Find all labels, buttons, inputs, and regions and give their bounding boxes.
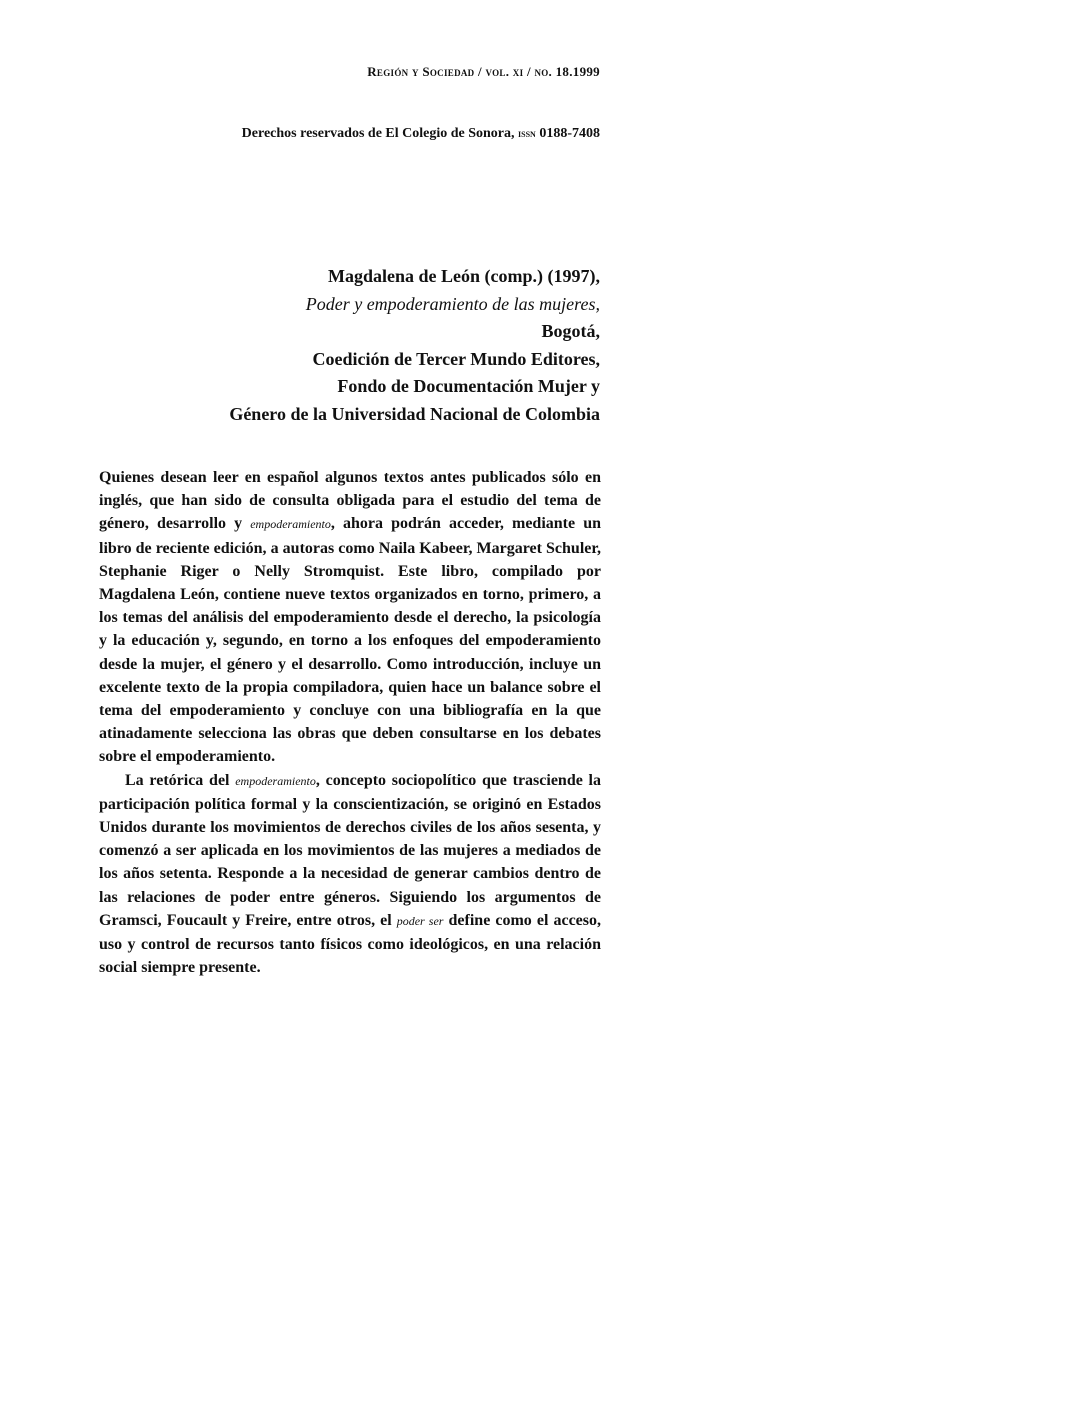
paragraph-1-text-b: , ahora podrán acceder, mediante un libro de reciente edición, a autoras como Naila Kabeer, Margaret Schuler, Stephanie Riger o Nelly Stromquist. Este libro, compilado por Magdalena León, contiene nueve textos organizados en torno, primero, a los temas del análisis del empoderamiento desde el derecho, la psicología y la educación y, segundo, en torno a los enfoques del empoderamiento desde la mujer, el género y el desarrollo. Como introducción, incluye un excelente texto de la propia compiladora, quien hace un balance sobre el tema del empoderamiento y concluye con una bibliografía en la que atinadamente selecciona las obras que deben consultarse en los debates sobre el empoderamiento. xyxy=(99,515,601,766)
paragraph-1-emphasis: empoderamiento xyxy=(250,517,331,532)
citation-author: Magdalena de León (comp.) (1997), xyxy=(328,266,600,286)
review-body xyxy=(99,466,601,979)
issue-number: no. 18.1999 xyxy=(534,64,600,79)
paragraph-2-text-a: La retórica del xyxy=(125,771,236,789)
citation-publisher-line-1: Coedición de Tercer Mundo Editores, xyxy=(312,348,600,369)
volume-number: vol. xi xyxy=(485,64,524,79)
citation-publisher-line-2: Fondo de Documentación Mujer y xyxy=(337,376,600,396)
paragraph-1-text-a: Quienes desean leer en español algunos textos antes publicados sólo en inglés, que han sido de consulta obligada para el estudio del tema de género, desarrollo y xyxy=(99,469,601,533)
issn-label: issn xyxy=(518,126,536,140)
paragraph-2-text-b: , concepto sociopolítico que trasciende la participación política formal y la conscientización, se originó en Estados Unidos durante los movimientos de derechos civiles de los años sesenta, y comenzó a ser aplicada en los movimientos de las mujeres a mediados de los años setenta. Responde a la necesidad de generar cambios dentro de las relaciones de poder entre géneros. Siguiendo los argumentos de Gramsci, Foucault y Freire, entre otros, el xyxy=(99,771,601,929)
copyright-text: Derechos reservados de El Colegio de Sonora, xyxy=(241,126,519,141)
book-citation xyxy=(229,263,600,428)
citation-title: Poder y empoderamiento de las mujeres, xyxy=(305,293,600,314)
paragraph-2-text-c: define como el acceso, uso y control de recursos tanto físicos como ideológicos, en una relación social siempre presente. xyxy=(99,911,601,977)
header-separator: / xyxy=(523,64,535,79)
running-header xyxy=(367,64,600,80)
journal-name: Región y Sociedad xyxy=(367,64,475,79)
header-separator: / xyxy=(474,64,486,79)
citation-place: Bogotá, xyxy=(541,321,600,341)
paragraph-2 xyxy=(99,769,601,980)
issn-number: 0188-7408 xyxy=(535,126,600,141)
copyright-notice xyxy=(242,126,600,142)
citation-publisher-line-3: Género de la Universidad Nacional de Colombia xyxy=(229,403,600,424)
paragraph-1 xyxy=(99,466,601,769)
paragraph-2-emphasis-1: empoderamiento xyxy=(235,773,316,788)
paragraph-2-emphasis-2: poder ser xyxy=(396,913,444,928)
